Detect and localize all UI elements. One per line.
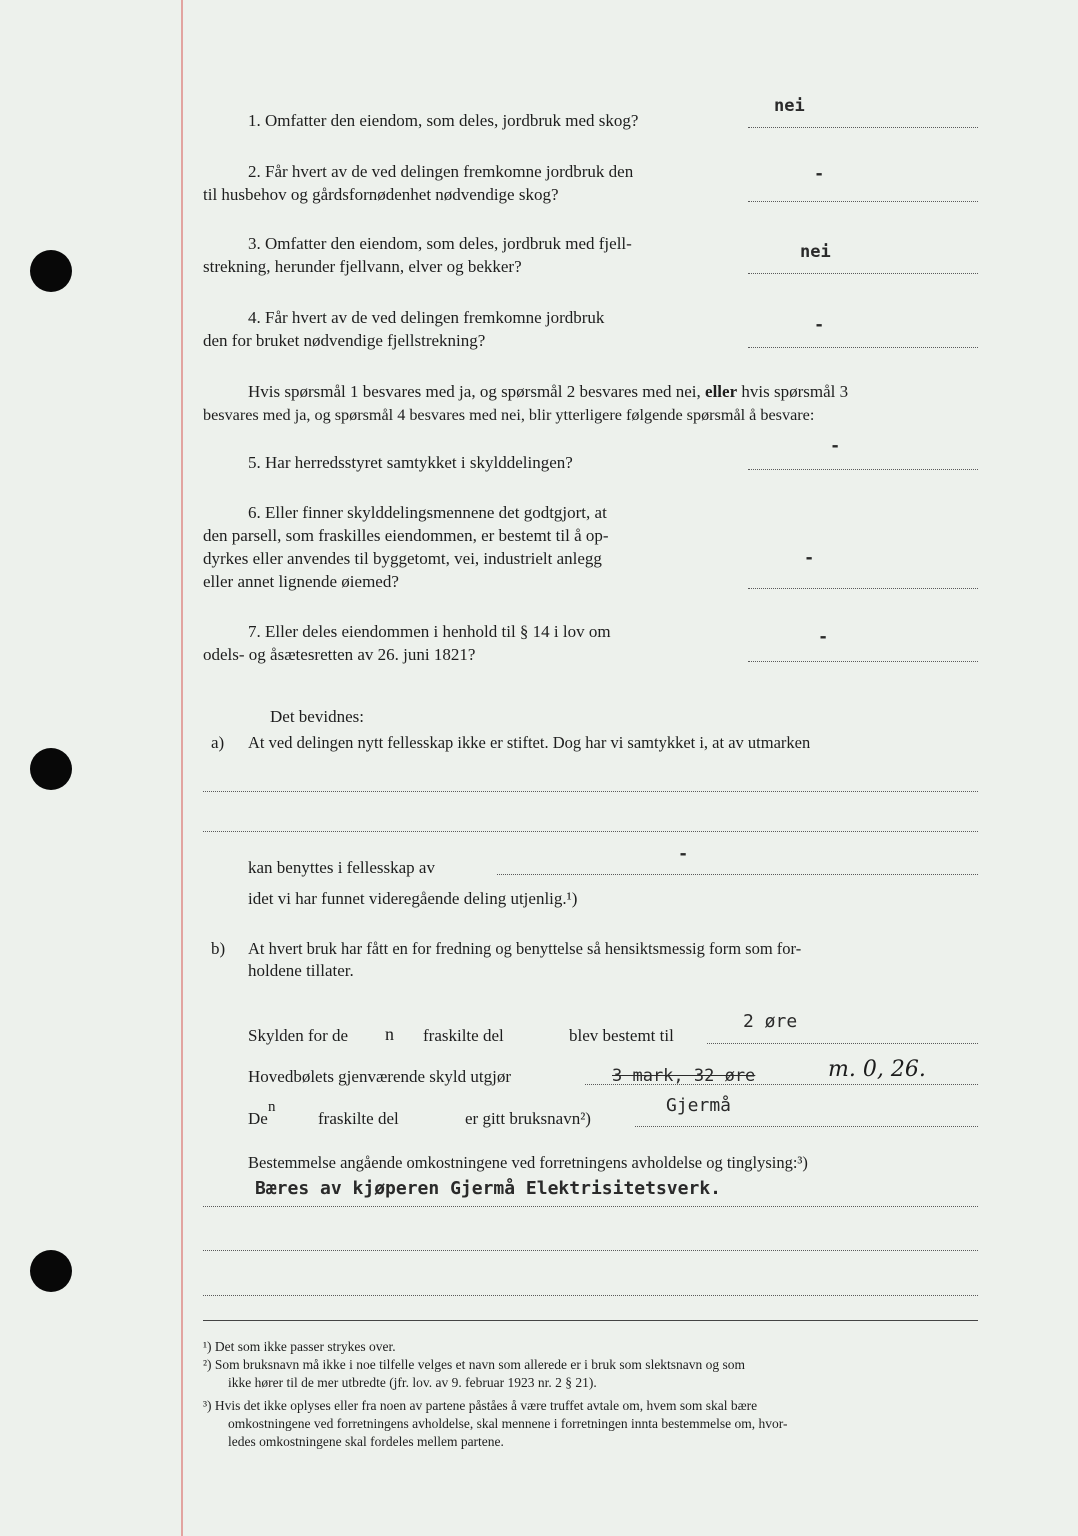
- conditional-line1: Hvis spørsmål 1 besvares med ja, og spørsmål 2 besvares med nei, eller hvis spørsmål 3: [248, 382, 849, 401]
- name-n: n: [268, 1099, 276, 1115]
- answer-line-5: [748, 469, 978, 470]
- hoved-handwritten-value: m. 0, 26.: [828, 1057, 926, 1082]
- shared-use-answer: -: [678, 844, 689, 864]
- question-7-line1: 7. Eller deles eiendommen i henhold til § 14 i lov om: [248, 622, 611, 641]
- cost-label: Bestemmelse angående omkostningene ved forretningens avholdelse og tinglysing:³): [248, 1153, 808, 1172]
- answer-line-6: [748, 588, 978, 589]
- answer-4: -: [814, 315, 825, 335]
- skyld-label-a: Skylden for de: [248, 1026, 349, 1045]
- answer-3: nei: [800, 242, 831, 262]
- answer-2: -: [814, 164, 825, 184]
- punch-hole-bottom: [30, 1250, 72, 1292]
- certify-b-label: b): [211, 939, 226, 958]
- question-4-line2: den for bruket nødvendige fjellstrekning?: [203, 331, 486, 350]
- margin-rule: [181, 0, 183, 1536]
- certify-heading: Det bevidnes:: [270, 707, 364, 726]
- question-6-line4: eller annet lignende øiemed?: [203, 572, 399, 591]
- name-label-a: De: [248, 1109, 268, 1128]
- footnote-separator: [203, 1320, 978, 1321]
- question-7-line2: odels- og åsætesretten av 26. juni 1821?: [203, 645, 476, 664]
- shared-use-label: kan benyttes i fellesskap av: [248, 858, 435, 877]
- blank-line-a1: [203, 791, 978, 792]
- answer-line-2: [748, 201, 978, 202]
- certify-b-line2: holdene tillater.: [248, 961, 354, 980]
- question-3-line1: 3. Omfatter den eiendom, som deles, jordbruk med fjell-: [248, 234, 632, 253]
- certify-a-text: At ved delingen nytt fellesskap ikke er stiftet. Dog har vi samtykket i, at av utmarken: [248, 733, 811, 752]
- answer-1: nei: [774, 96, 805, 116]
- punch-hole-top: [30, 250, 72, 292]
- skyld-n: n: [385, 1024, 394, 1044]
- name-label-c: er gitt bruksnavn²): [465, 1109, 591, 1128]
- hoved-struck-value: 3 mark, 32 øre: [612, 1066, 756, 1086]
- question-2-line1: 2. Får hvert av de ved delingen fremkomne jordbruk den: [248, 162, 634, 181]
- shared-use-reason: idet vi har funnet videregående deling utjenlig.¹): [248, 889, 578, 908]
- name-answer: Gjermå: [666, 1095, 732, 1116]
- footnote-3-line3: ledes omkostningene skal fordeles mellem partene.: [228, 1434, 504, 1449]
- skyld-answer: 2 øre: [743, 1011, 798, 1032]
- question-2-line2: til husbehov og gårdsfornødenhet nødvendige skog?: [203, 185, 559, 204]
- name-line: [635, 1126, 978, 1127]
- answer-conditional: -: [830, 436, 841, 456]
- question-3-line2: strekning, herunder fjellvann, elver og bekker?: [203, 257, 522, 276]
- answer-7: -: [818, 627, 829, 647]
- question-4-line1: 4. Får hvert av de ved delingen fremkomne jordbruk: [248, 308, 605, 327]
- answer-line-4: [748, 347, 978, 348]
- question-6-line1: 6. Eller finner skylddelingsmennene det godtgjort, at: [248, 503, 607, 522]
- hoved-line: [585, 1084, 978, 1085]
- question-6-line3: dyrkes eller anvendes til byggetomt, vei, industrielt anlegg: [203, 549, 602, 568]
- cost-line-3: [203, 1295, 978, 1296]
- blank-line-a2: [203, 831, 978, 832]
- hoved-label: Hovedbølets gjenværende skyld utgjør: [248, 1067, 511, 1086]
- certify-b-line1: At hvert bruk har fått en for fredning og benyttelse så hensiktsmessig form som for-: [248, 939, 802, 958]
- footnote-1: ¹) Det som ikke passer strykes over.: [203, 1339, 396, 1354]
- punch-hole-middle: [30, 748, 72, 790]
- certify-a-label: a): [211, 733, 225, 752]
- name-label-b: fraskilte del: [318, 1109, 399, 1128]
- skyld-label-b: fraskilte del: [423, 1026, 504, 1045]
- footnote-2-line2: ikke hører til de mer utbredte (jfr. lov. av 9. februar 1923 nr. 2 § 21).: [228, 1375, 597, 1390]
- skyld-label-c: blev bestemt til: [569, 1026, 674, 1045]
- answer-line-1: [748, 127, 978, 128]
- answer-line-3: [748, 273, 978, 274]
- shared-use-line: [497, 874, 978, 875]
- cost-line-1: [203, 1206, 978, 1207]
- answer-6: -: [804, 548, 815, 568]
- answer-line-7: [748, 661, 978, 662]
- cost-answer: Bæres av kjøperen Gjermå Elektrisitetsverk.: [255, 1178, 721, 1199]
- footnote-3-line1: ³) Hvis det ikke oplyses eller fra noen av partene påståes å være truffet avtale om, hvem som skal bære: [203, 1398, 758, 1413]
- footnote-3-line2: omkostningene ved forretningens avholdelse, skal mennene i forretningen innta bestemmelse om, hvor-: [228, 1416, 788, 1431]
- question-5: 5. Har herredsstyret samtykket i skylddelingen?: [248, 453, 573, 472]
- conditional-line2: besvares med ja, og spørsmål 4 besvares med nei, blir ytterligere følgende spørsmål å besvare:: [203, 406, 815, 424]
- footnote-2-line1: ²) Som bruksnavn må ikke i noe tilfelle velges et navn som allerede er i bruk som slektsnavn og som: [203, 1357, 746, 1372]
- skyld-line: [707, 1043, 978, 1044]
- question-1: 1. Omfatter den eiendom, som deles, jordbruk med skog?: [248, 111, 639, 130]
- cost-line-2: [203, 1250, 978, 1251]
- question-6-line2: den parsell, som fraskilles eiendommen, er bestemt til å op-: [203, 526, 609, 545]
